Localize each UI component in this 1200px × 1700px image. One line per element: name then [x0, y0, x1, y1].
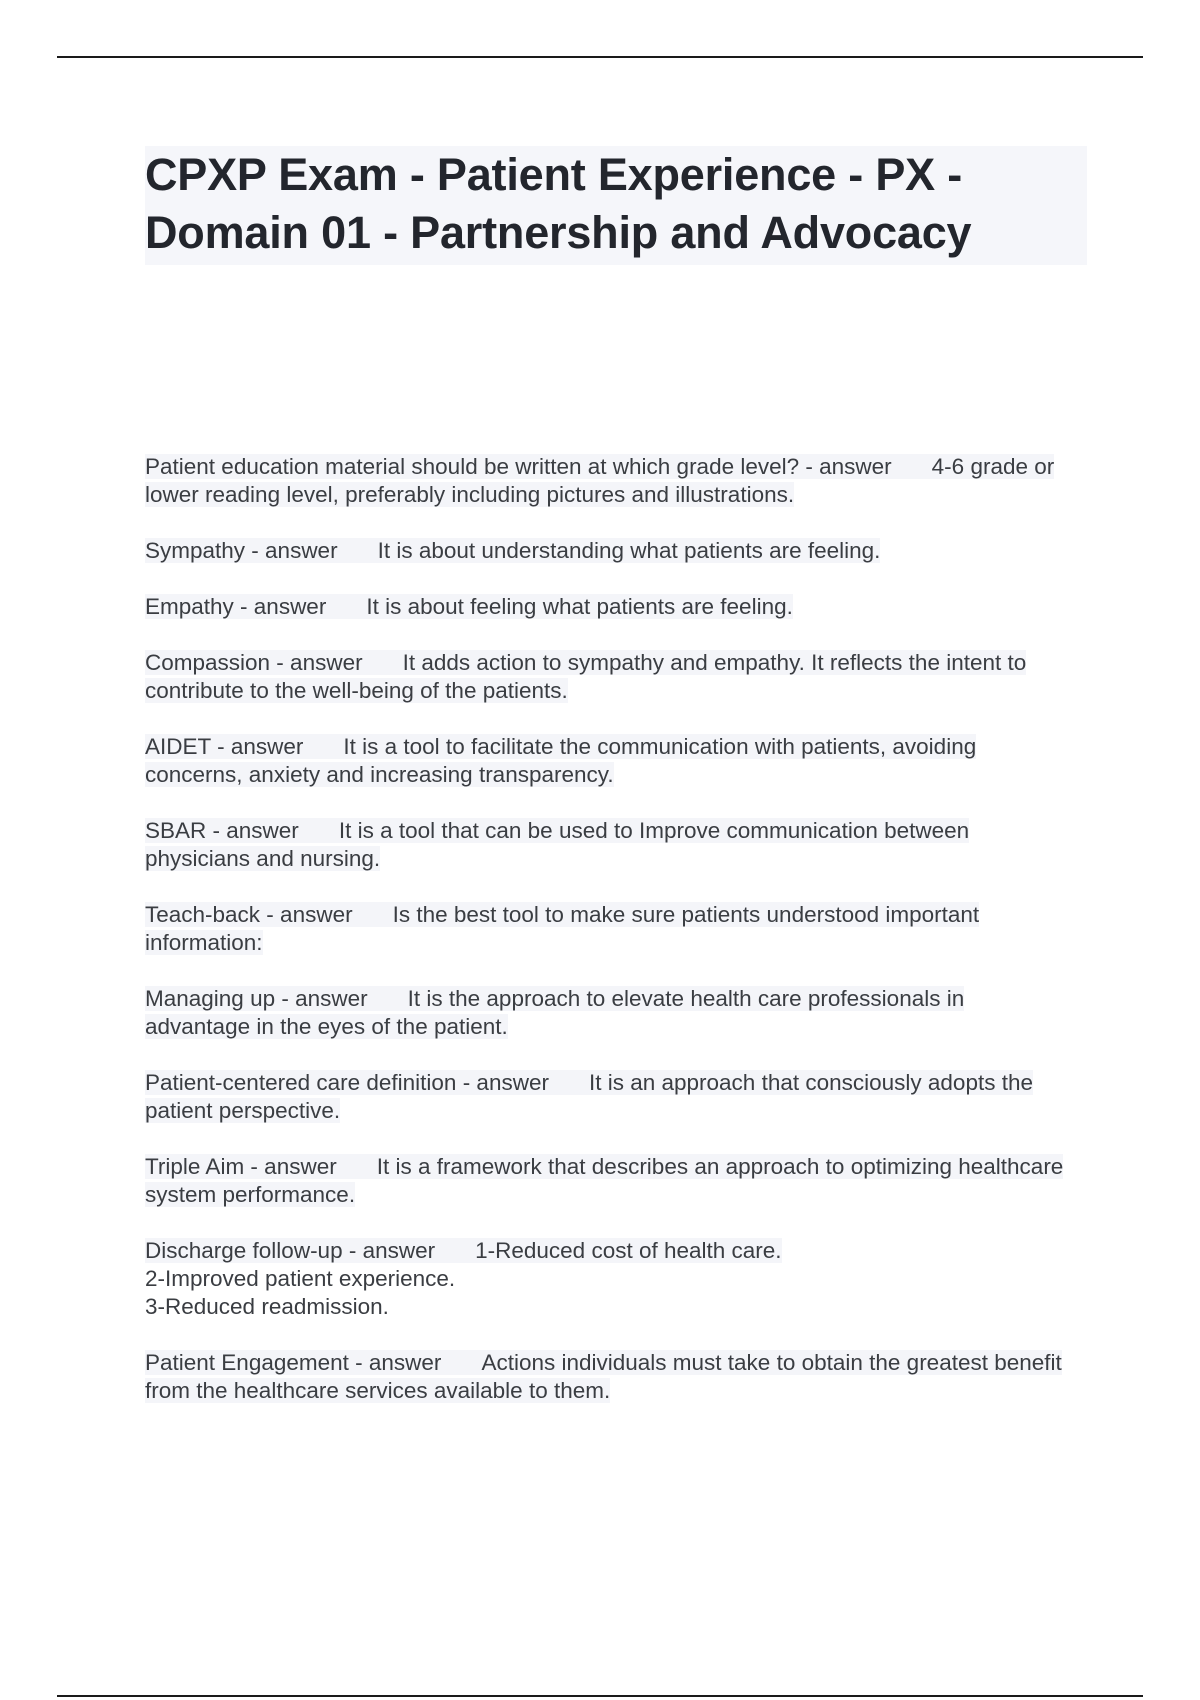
entry-answer: 1-Reduced cost of health care. [475, 1238, 782, 1263]
entry-term: Sympathy - answer [145, 538, 338, 563]
entry-answer: It is a tool that can be used to Improve communication between physicians and nursing. [145, 818, 970, 871]
entry-term: SBAR - answer [145, 818, 299, 843]
flashcard-entry [145, 901, 1075, 957]
entry-answer-line: 2-Improved patient experience. [145, 1266, 456, 1291]
entry-answer: It is about understanding what patients are feeling. [377, 538, 881, 563]
entry-answer: It is about feeling what patients are feeling. [366, 594, 793, 619]
flashcard-entry [145, 1237, 1075, 1321]
flashcard-entry [145, 733, 1075, 789]
entry-answer: 4-6 grade or lower reading level, preferably including pictures and illustrations. [145, 454, 1055, 507]
entry-answer: Actions individuals must take to obtain the greatest benefit from the healthcare services available to them. [145, 1350, 1062, 1403]
entry-term: AIDET - answer [145, 734, 304, 759]
bottom-rule [57, 1695, 1143, 1697]
flashcard-entry [145, 649, 1075, 705]
flashcard-entry [145, 1349, 1075, 1405]
flashcard-entry [145, 817, 1075, 873]
entry-term: Patient Engagement - answer [145, 1350, 442, 1375]
flashcard-entry [145, 985, 1075, 1041]
entry-term: Patient-centered care definition - answer [145, 1070, 549, 1095]
entry-answer: Is the best tool to make sure patients understood important information: [145, 902, 980, 955]
flashcard-entry [145, 1069, 1075, 1125]
entry-term: Teach-back - answer [145, 902, 353, 927]
entry-answer-line: 3-Reduced readmission. [145, 1294, 389, 1319]
entry-term: Triple Aim - answer [145, 1154, 337, 1179]
title-block [145, 146, 1087, 265]
entry-term: Patient education material should be written at which grade level? - answer [145, 454, 892, 479]
entry-term: Managing up - answer [145, 986, 368, 1011]
entry-answer: It is the approach to elevate health care professionals in advantage in the eyes of the patient. [145, 986, 965, 1039]
flashcard-entry [145, 1153, 1075, 1209]
entry-term: Compassion - answer [145, 650, 363, 675]
top-rule [57, 56, 1143, 58]
flashcard-entry [145, 593, 1075, 621]
entry-answer: It is a framework that describes an approach to optimizing healthcare system performance. [145, 1154, 1064, 1207]
entry-term: Empathy - answer [145, 594, 327, 619]
entry-answer: It is a tool to facilitate the communication with patients, avoiding concerns, anxiety and increasing transparency. [145, 734, 977, 787]
flashcard-entry [145, 453, 1075, 509]
entry-answer: It adds action to sympathy and empathy. It reflects the intent to contribute to the well-being of the patients. [145, 650, 1027, 703]
flashcard-list [145, 453, 1075, 1433]
page-title: CPXP Exam - Patient Experience - PX - Domain 01 - Partnership and Advocacy [145, 149, 972, 258]
flashcard-entry [145, 537, 1075, 565]
entry-answer: It is an approach that consciously adopts the patient perspective. [145, 1070, 1033, 1123]
entry-term: Discharge follow-up - answer [145, 1238, 436, 1263]
